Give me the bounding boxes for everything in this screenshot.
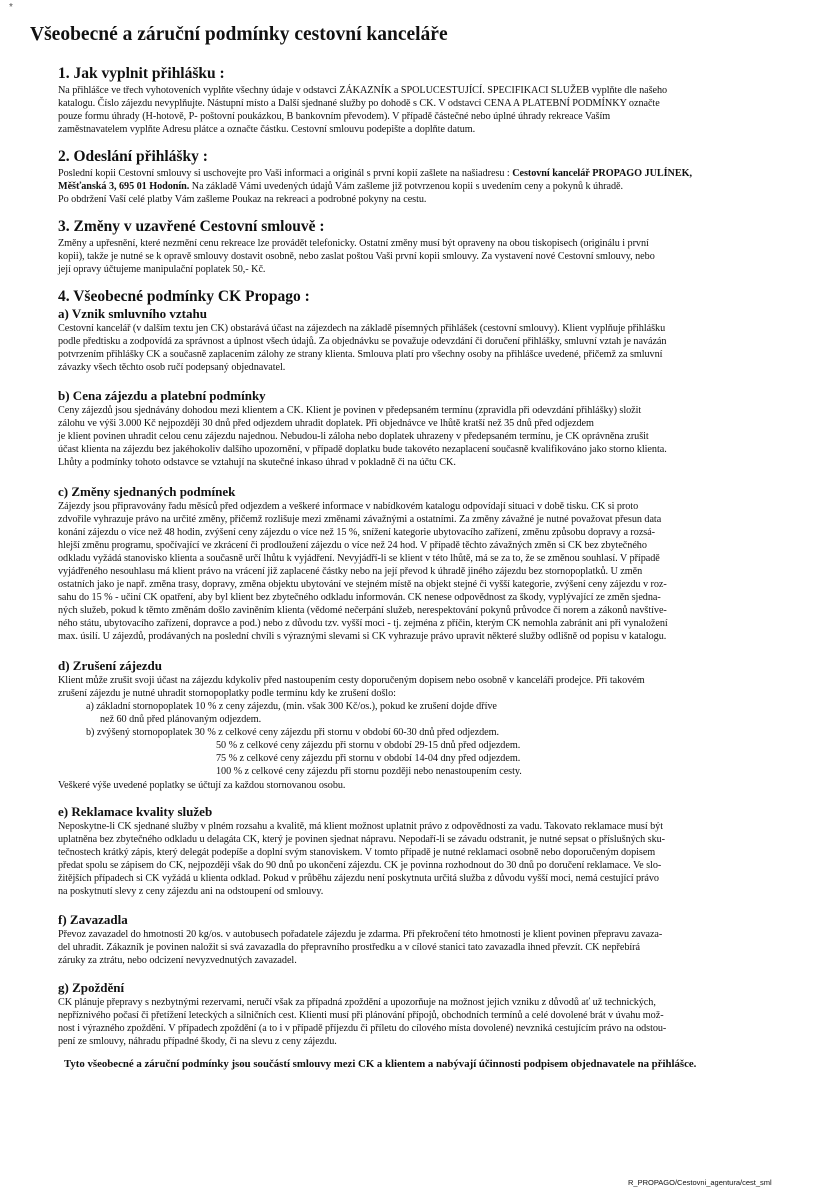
cancellation-fee-item: b) zvýšený stornopoplatek 30 % z celkové ceny zájezdu při stornu v období 60-30 dnů před odjezdem. xyxy=(86,727,499,738)
cancellation-fee-item: a) základní stornopoplatek 10 % z ceny zájezdu, (min. však 300 Kč/os.), pokud ke zrušení dojde dříve xyxy=(86,701,497,712)
subsection-f-heading: f) Zavazadla xyxy=(58,912,128,927)
subsection-c-line: ných služeb, pokud k těmto změnám došlo zaviněním klienta (vědomé nečerpání služeb, nerespektování pokynů průvodce či norem a zákonů navštíve- xyxy=(58,605,667,616)
section-3-line: kopii), takže je nutné se k opravě smlouvy dostavit osobně, nebo zaslat poštou Vaši první kopii smlouvy. Za vystavení nové Cestovní smlouvy, nebo xyxy=(58,251,655,262)
subsection-d-closing: Veškeré výše uvedené poplatky se účtují za každou stornovanou osobu. xyxy=(58,780,346,791)
subsection-f-line: del uhradit. Zákazník je povinen naložit si svá zavazadla do přepravního prostředku a v cílové stanici tato zavazadla ihned převzít. CK nepřebírá xyxy=(58,942,640,953)
section-3-line: Změny a upřesnění, které nezmění cenu rekreace lze provádět telefonicky. Ostatní změny musí být opraveny na obou tiskopisech (originálu i první xyxy=(58,238,649,249)
page-title: Všeobecné a záruční podmínky cestovní kanceláře xyxy=(30,24,448,45)
agency-address: Měšťanská 3, 695 01 Hodonín. xyxy=(58,181,190,192)
subsection-e-line: Neposkytne-li CK sjednané služby v plném rozsahu a kvalitě, má klient možnost uplatnit právo z odpovědnosti za vadu. Takovato reklamace musí být xyxy=(58,821,663,832)
subsection-c-heading: c) Změny sjednaných podmínek xyxy=(58,484,236,499)
file-reference: R_PROPAGO/Cestovni_agentura/cest_sml xyxy=(628,1178,772,1187)
subsection-b-line: zálohu ve výši 3.000 Kč nejpozději 30 dnů před odjezdem uhradit doplatek. Při objednávce ve lhůtě kratší než 35 dnů před odjezdem xyxy=(58,418,594,429)
subsection-e-line: tečnostech krátký zápis, který delegát podepíše a doplní svým stanoviskem. V tomto případě je nutné reklamaci osobně nebo doporučeným dopisem xyxy=(58,847,656,858)
subsection-b-line: je klient povinen uhradit celou cenu zájezdu najednou. Nebudou-li záloha nebo doplatek uhrazeny v předepsaném termínu, je CK oprávněna zrušit xyxy=(58,431,649,442)
subsection-a-line: potvrzením přihlášky CK a současně zaplacením zálohy ze strany klienta. Smlouva platí pro všechny osoby na přihlášce uvedené, přičemž za smluvní xyxy=(58,349,663,360)
section-3-heading: 3. Změny v uzavřené Cestovní smlouvě : xyxy=(58,218,325,235)
subsection-e-heading: e) Reklamace kvality služeb xyxy=(58,804,213,819)
subsection-c-line: ného státu, ubytovacího zařízení, dopravce a pod.) nebo z důvodu tzv. vyšší moci - tj. zejména z příčin, kterým CK nemohla zabránit ani při vynaložení xyxy=(58,618,668,629)
subsection-a-line: podle předtisku a zodpovídá za správnost a úplnost všech údajů. Za objednávku se považuje odevzdání či doručení přihlášky, smluvní vztah je navázán xyxy=(58,336,667,347)
section-1-line: katalogu. Číslo zájezdu nevyplňujte. Nástupní místo a Další sjednané služby po dohodě s CK. V odstavci CENA A PLATEBNÍ PODMÍNKY označte xyxy=(58,98,660,109)
section-4-heading: 4. Všeobecné podmínky CK Propago : xyxy=(58,288,310,305)
section-2-heading: 2. Odeslání přihlášky : xyxy=(58,148,208,165)
section-2-line xyxy=(58,167,692,180)
subsection-c-line: vyjádřeného nesouhlasu má klient právo na vrácení již zaplacené částky nebo na její převod k úhradě jiného zájezdu bez stornopoplatků. U změn xyxy=(58,566,643,577)
subsection-c-line: sahu do 15 % - učiní CK opatření, aby byl klient bez zbytečného odkladu informován. CK nenese odpovědnost za škody, vyplývající ze změn sjedna- xyxy=(58,592,661,603)
subsection-b-line: účast klienta na zájezdu bez jakéhokoliv dalšího upozornění, v případě doplatku bude takovéto nezaplacení současně kvalifikováno jako storno klienta. xyxy=(58,444,667,455)
subsection-e-line: předat spolu se zápisem do CK, nejpozději však do 90 dnů po ukončení zájezdu. CK je povinna rozhodnout do 30 dnů po doručení reklamace. Ve slo- xyxy=(58,860,662,871)
section-2-line: Po obdržení Vaší celé platby Vám zašleme Poukaz na rekreaci a podrobné pokyny na cestu. xyxy=(58,194,427,205)
subsection-d-line: zrušení zájezdu je nutné uhradit stornopoplatky podle termínu kdy ke zrušení došlo: xyxy=(58,688,396,699)
subsection-b-line: Lhůty a podmínky tohoto odstavce se vztahují na skutečné inkaso úhrad v pokladně či na účtu CK. xyxy=(58,457,456,468)
subsection-f-line: záruky za ztrátu, nebo odcizení nevyzvednutých zavazadel. xyxy=(58,955,297,966)
subsection-c-line: odkladu vyžádá stanovisko klienta a současně určí lhůtu k vyjádření. Nevyjádří-li se klient v této lhůtě, má se za to, že se změnou souhlasí. V případě xyxy=(58,553,660,564)
subsection-g-line: CK plánuje přepravy s nezbytnými rezervami, neručí však za případná zpoždění a upozorňuje na možnost jejich vzniku z důvodů ať už technických, xyxy=(58,997,656,1008)
subsection-a-heading: a) Vznik smluvního vztahu xyxy=(58,306,207,321)
subsection-e-line: na poskytnutí slevy z ceny zájezdu ani na odstoupení od smlouvy. xyxy=(58,886,324,897)
section-3-line: její opravy účtujeme manipulační poplatek 50,- Kč. xyxy=(58,264,266,275)
section-1-heading: 1. Jak vyplnit přihlášku : xyxy=(58,65,225,82)
section-1-line: Na přihlášce ve třech vyhotoveních vyplňte všechny údaje v odstavci ZÁKAZNÍK a SPOLUCESTUJÍCÍ. SPECIFIKACI SLUŽEB vyplňte dle našeho xyxy=(58,85,668,96)
section-1-line: pouze formu úhrady (H-hotově, P- poštovní poukázkou, B bankovním převodem). V případě částečné nebo úplné úhrady rekreace Vaším xyxy=(58,111,611,122)
section-2-text: Poslední kopii Cestovní smlouvy si uschovejte pro Vaši informaci a originál s první kopií zašlete na našiadresu : xyxy=(58,168,513,179)
cancellation-fee-item: než 60 dnů před plánovaným odjezdem. xyxy=(100,714,262,725)
subsection-e-line: žitějších případech si CK vyžádá u klienta odklad. Pokud v průběhu zájezdu není poskytnuta určitá služba z důvodu vyšší moci, nemá cestující právo xyxy=(58,873,659,884)
subsection-g-heading: g) Zpoždění xyxy=(58,980,125,995)
subsection-g-line: nepříznivého počasí či přetížení leteckých a silničních cest. Klienti musí při plánování přípojů, obchodních termínů a celé dovolené brát v úvahu mož- xyxy=(58,1010,664,1021)
subsection-e-line: uplatněna bez zbytečného odkladu u delagáta CK, který je povinen sjednat nápravu. Nepodaří-li se závadu odstranit, je nutné sepsat o příslušných sku- xyxy=(58,834,666,845)
subsection-c-line: konání zájezdu o více než 48 hodin, zvýšení ceny zájezdu o více než 15 %, snížení kategorie ubytovacího zařízení, změnu způsobu dopravy a rozsá- xyxy=(58,527,656,538)
cancellation-fee-item: 50 % z celkové ceny zájezdu při stornu v období 29-15 dnů před odjezdem. xyxy=(216,740,521,751)
corner-mark: * xyxy=(9,2,13,13)
subsection-b-line: Ceny zájezdů jsou sjednávány dohodou mezi klientem a CK. Klient je povinen v předepsaném termínu (zpravidla při odevzdání přihlášky) složit xyxy=(58,405,642,416)
subsection-g-line: nost i výrazného zpoždění. V případech zpoždění (a to i v případě příjezdu či příletu do cílového místa dovolené) nevzniká cestujícím právo na odstou- xyxy=(58,1023,667,1034)
cancellation-fee-item: 100 % z celkové ceny zájezdu při stornu později nebo nenastoupením cesty. xyxy=(216,766,522,777)
subsection-b-heading: b) Cena zájezdu a platební podmínky xyxy=(58,388,266,403)
subsection-a-line: závazky všech těchto osob ručí podepsaný objednavatel. xyxy=(58,362,286,373)
section-2-line xyxy=(58,180,623,193)
subsection-c-line: Zájezdy jsou připravovány řadu měsíců před odjezdem a veškeré informace v nabídkovém katalogu odpovídají situaci v době tisku. CK si proto xyxy=(58,501,639,512)
subsection-f-line: Převoz zavazadel do hmotnosti 20 kg/os. v autobusech pořadatele zájezdu je zdarma. Při překročení této hmotnosti je klient povinen přepravu zavaza- xyxy=(58,929,663,940)
subsection-c-line: zdvořile vyhrazuje právo na určité změny, přičemž rozlišuje mezi změnami závažnými a ostatními. Za změny závažné je nutné považovat přesun data xyxy=(58,514,662,525)
section-1-line: zaměstnavatelem vyplňte Adresu plátce a označte částku. Cestovní smlouvu podepište a doplňte datum. xyxy=(58,124,476,135)
subsection-c-line: max. úsilí. U zájezdů, prodávaných na poslední chvíli s výraznými slevami si CK vyhrazuje právo upravit některé služby odlišně od popisu v katalogu. xyxy=(58,631,667,642)
subsection-g-line: pení ze smlouvy, náhradu případné škody, či na slevu z ceny zájezdu. xyxy=(58,1036,337,1047)
subsection-c-line: hlejší změnu programu, spočívající ve zkrácení či prodloužení zájezdu o více než 24 hod. V případě těchto závažných změn si CK bez zbytečného xyxy=(58,540,647,551)
subsection-d-heading: d) Zrušení zájezdu xyxy=(58,658,162,673)
section-2-text: Na základě Vámi uvedených údajů Vám zašleme již potvrzenou kopii s uvedením ceny a pokynů k úhradě. xyxy=(189,181,623,192)
cancellation-fee-item: 75 % z celkové ceny zájezdu při stornu v období 14-04 dny před odjezdem. xyxy=(216,753,521,764)
subsection-d-line: Klient může zrušit svoji účast na zájezdu kdykoliv před nastoupením cesty doporučeným dopisem nebo osobně v kanceláři prodejce. Při takovém xyxy=(58,675,645,686)
subsection-a-line: Cestovní kancelář (v dalším textu jen CK) obstarává účast na zájezdech na základě písemných přihlášek (cestovní smlouvy). Klient vyplňuje přihlášku xyxy=(58,323,666,334)
subsection-c-line: ostatních jako je např. změna trasy, dopravy, změna objektu ubytování ve stejném místě na objekt stejné či vyšší kategorie, zvýšení ceny zájezdu v roz- xyxy=(58,579,667,590)
footer-note: Tyto všeobecné a záruční podmínky jsou součástí smlouvy mezi CK a klientem a nabývají účinnosti podpisem objednavatele na přihlášce. xyxy=(64,1058,697,1070)
agency-name: Cestovní kancelář PROPAGO JULÍNEK, xyxy=(512,168,692,179)
